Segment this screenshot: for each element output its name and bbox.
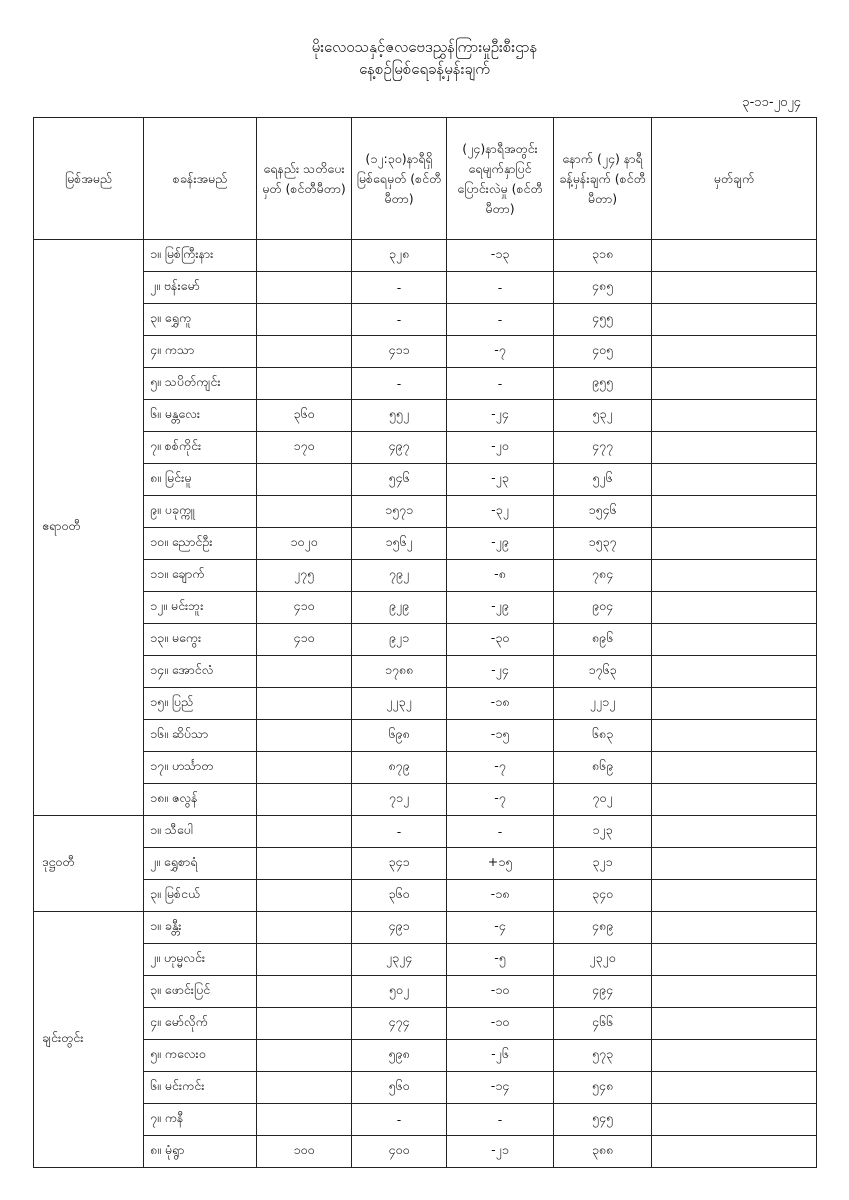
level-change: - xyxy=(447,304,554,336)
forecast-level: ၅၇၃ xyxy=(554,1040,652,1072)
station-name: ၂။ ဟုမ္မလင်း xyxy=(144,944,257,976)
level-change: -၁၈ xyxy=(447,688,554,720)
observed-level: ၅၆၀ xyxy=(352,1072,447,1104)
level-change: -၄ xyxy=(447,912,554,944)
forecast-level: ၄၅၅ xyxy=(554,304,652,336)
station-name: ၆။ မန္တလေး xyxy=(144,400,257,432)
forecast-level: ၅၄၈ xyxy=(554,1072,652,1104)
remarks-cell xyxy=(652,496,817,528)
table-row xyxy=(34,240,817,272)
document-subtitle: နေ့စဉ်မြစ်ရေခန့်မှန်းချက် xyxy=(359,60,490,78)
danger-level xyxy=(257,816,352,848)
table-body xyxy=(34,240,817,1168)
danger-level: ၁၀၀ xyxy=(257,1136,352,1168)
forecast-level: ၄၇၇ xyxy=(554,432,652,464)
forecast-level: ၉၅၅ xyxy=(554,368,652,400)
table-row xyxy=(34,624,817,656)
table-row xyxy=(34,496,817,528)
level-change: +၁၅ xyxy=(447,848,554,880)
remarks-cell xyxy=(652,336,817,368)
level-change: -၇ xyxy=(447,752,554,784)
danger-level: ၁၀၂၀ xyxy=(257,528,352,560)
level-change: -၁၈ xyxy=(447,880,554,912)
table-row xyxy=(34,752,817,784)
danger-level xyxy=(257,1104,352,1136)
level-change: -၅ xyxy=(447,944,554,976)
level-change: -၃၀ xyxy=(447,624,554,656)
observed-level: ၁၇၈၈ xyxy=(352,656,447,688)
table-row xyxy=(34,560,817,592)
remarks-cell xyxy=(652,528,817,560)
level-change: -၂၉ xyxy=(447,592,554,624)
observed-level: ၅၀၂ xyxy=(352,976,447,1008)
observed-level: ၈၇၉ xyxy=(352,752,447,784)
danger-level xyxy=(257,304,352,336)
forecast-level: ၄၈၅ xyxy=(554,272,652,304)
observed-level: ၉၂၁ xyxy=(352,624,447,656)
observed-level: ၃၆၀ xyxy=(352,880,447,912)
level-change: -၁၅ xyxy=(447,720,554,752)
danger-level xyxy=(257,752,352,784)
remarks-cell xyxy=(652,720,817,752)
remarks-cell xyxy=(652,240,817,272)
station-name: ၁။ မြစ်ကြီးနား xyxy=(144,240,257,272)
table-row xyxy=(34,400,817,432)
danger-level xyxy=(257,1072,352,1104)
station-name: ၇။ စစ်ကိုင်း xyxy=(144,432,257,464)
station-name: ၁။ ခန္တီး xyxy=(144,912,257,944)
remarks-cell xyxy=(652,976,817,1008)
remarks-cell xyxy=(652,848,817,880)
river-name: ဒုဋ္ဌဝတီ xyxy=(34,816,144,912)
danger-level xyxy=(257,720,352,752)
forecast-level: ၃၈၈ xyxy=(554,1136,652,1168)
station-name: ၁၇။ ဟင်္သာတ xyxy=(144,752,257,784)
table-row xyxy=(34,848,817,880)
station-name: ၃။ မြစ်ငယ် xyxy=(144,880,257,912)
forecast-level: ၃၁၈ xyxy=(554,240,652,272)
table-row xyxy=(34,1104,817,1136)
river-level-table xyxy=(33,117,817,1168)
observed-level: - xyxy=(352,1104,447,1136)
danger-level xyxy=(257,1040,352,1072)
station-name: ၁။ သီပေါ xyxy=(144,816,257,848)
forecast-level: ၁၂၃ xyxy=(554,816,652,848)
table-row xyxy=(34,464,817,496)
station-name: ၆။ မင်းကင်း xyxy=(144,1072,257,1104)
table-row xyxy=(34,912,817,944)
forecast-level: ၅၂၆ xyxy=(554,464,652,496)
observed-level: ၇၉၂ xyxy=(352,560,447,592)
observed-level: ၄၀၀ xyxy=(352,1136,447,1168)
table-row xyxy=(34,816,817,848)
forecast-level: ၁၇၆၃ xyxy=(554,656,652,688)
remarks-cell xyxy=(652,1136,817,1168)
level-change: -၈ xyxy=(447,560,554,592)
table-row xyxy=(34,720,817,752)
level-change: -၂၉ xyxy=(447,528,554,560)
station-name: ၁၂။ မင်းဘူး xyxy=(144,592,257,624)
level-change: -၃၂ xyxy=(447,496,554,528)
observed-level: ၉၂၉ xyxy=(352,592,447,624)
station-name: ၂။ ဗန်းမော် xyxy=(144,272,257,304)
document-title: မိုးလေဝသနှင့်ဇလဗေဒညွှန်ကြားမှုဦးစီးဌာန xyxy=(311,38,538,56)
table-row xyxy=(34,1008,817,1040)
remarks-cell xyxy=(652,816,817,848)
danger-level xyxy=(257,688,352,720)
observed-level: ၄၉၁ xyxy=(352,912,447,944)
danger-level: ၄၁၀ xyxy=(257,624,352,656)
danger-level xyxy=(257,272,352,304)
danger-level xyxy=(257,240,352,272)
level-change: -၂၄ xyxy=(447,400,554,432)
danger-level xyxy=(257,464,352,496)
level-change: -၁၀ xyxy=(447,1008,554,1040)
observed-level: ၂၂၃၂ xyxy=(352,688,447,720)
level-change: - xyxy=(447,272,554,304)
level-change: -၇ xyxy=(447,784,554,816)
forecast-level: ၃၂၁ xyxy=(554,848,652,880)
table-row xyxy=(34,272,817,304)
observed-level: ၆၉၈ xyxy=(352,720,447,752)
forecast-level: ၇၈၄ xyxy=(554,560,652,592)
observed-level: ၄၁၁ xyxy=(352,336,447,368)
danger-level: ၂၇၅ xyxy=(257,560,352,592)
table-row xyxy=(34,304,817,336)
observed-level: - xyxy=(352,304,447,336)
remarks-cell xyxy=(652,688,817,720)
level-change: -၇ xyxy=(447,336,554,368)
level-change: -၂၃ xyxy=(447,464,554,496)
remarks-cell xyxy=(652,368,817,400)
level-change: -၂၁ xyxy=(447,1136,554,1168)
observed-level: ၅၅၂ xyxy=(352,400,447,432)
forecast-level: ၄၀၅ xyxy=(554,336,652,368)
remarks-cell xyxy=(652,464,817,496)
forecast-level: ၂၃၂၀ xyxy=(554,944,652,976)
station-name: ၁၀။ ညောင်ဦး xyxy=(144,528,257,560)
station-name: ၁၅။ ပြည် xyxy=(144,688,257,720)
table-row xyxy=(34,880,817,912)
danger-level xyxy=(257,368,352,400)
observed-level: - xyxy=(352,368,447,400)
table-row xyxy=(34,592,817,624)
remarks-cell xyxy=(652,432,817,464)
river-name: ဧရာဝတီ xyxy=(34,240,144,816)
danger-level xyxy=(257,656,352,688)
forecast-level: ၂၂၁၂ xyxy=(554,688,652,720)
river-name: ချင်းတွင်း xyxy=(34,912,144,1168)
station-name: ၈။ မြင်းမူ xyxy=(144,464,257,496)
station-name: ၈။ မုံရွာ xyxy=(144,1136,257,1168)
forecast-level: ၉၀၄ xyxy=(554,592,652,624)
forecast-level: ၅၃၂ xyxy=(554,400,652,432)
remarks-cell xyxy=(652,592,817,624)
col-header-forecast: နောက် (၂၄) နာရီ ခန့်မှန်းချက် (စင်တီမီတာ) xyxy=(554,118,652,240)
remarks-cell xyxy=(652,304,817,336)
observed-level: ၇၁၂ xyxy=(352,784,447,816)
table-row xyxy=(34,1072,817,1104)
table-row xyxy=(34,336,817,368)
remarks-cell xyxy=(652,912,817,944)
level-change: -၂၄ xyxy=(447,656,554,688)
station-name: ၄။ ကသာ xyxy=(144,336,257,368)
danger-level xyxy=(257,912,352,944)
danger-level xyxy=(257,496,352,528)
remarks-cell xyxy=(652,944,817,976)
station-name: ၁၈။ ဇလွန် xyxy=(144,784,257,816)
table-row xyxy=(34,1136,817,1168)
table-header-row xyxy=(34,118,817,240)
remarks-cell xyxy=(652,624,817,656)
danger-level xyxy=(257,1008,352,1040)
table-row xyxy=(34,1040,817,1072)
observed-level: - xyxy=(352,816,447,848)
forecast-level: ၁၅၄၆ xyxy=(554,496,652,528)
remarks-cell xyxy=(652,272,817,304)
report-date: ၃-၁၁-၂၀၂၄ xyxy=(742,95,801,110)
observed-level: - xyxy=(352,272,447,304)
table-row xyxy=(34,944,817,976)
station-name: ၃။ ရွှေကူ xyxy=(144,304,257,336)
observed-level: ၄၇၄ xyxy=(352,1008,447,1040)
col-header-danger-level: ရေနည်း သတိပေးမှတ် (စင်တီမီတာ) xyxy=(257,118,352,240)
observed-level: ၃၄၁ xyxy=(352,848,447,880)
col-header-remarks: မှတ်ချက် xyxy=(652,118,817,240)
remarks-cell xyxy=(652,1008,817,1040)
remarks-cell xyxy=(652,560,817,592)
observed-level: ၅၉၈ xyxy=(352,1040,447,1072)
station-name: ၁၃။ မကွေး xyxy=(144,624,257,656)
level-change: -၁၃ xyxy=(447,240,554,272)
danger-level xyxy=(257,848,352,880)
danger-level xyxy=(257,976,352,1008)
danger-level xyxy=(257,944,352,976)
station-name: ၁၁။ ချောက် xyxy=(144,560,257,592)
level-change: -၂၆ xyxy=(447,1040,554,1072)
station-name: ၃။ ဖောင်းပြင် xyxy=(144,976,257,1008)
level-change: -၁၀ xyxy=(447,976,554,1008)
col-header-level-change: (၂၄)နာရီအတွင်း ရေမျက်နှာပြင် ပြောင်းလဲမှု (စင်တီမီတာ) xyxy=(447,118,554,240)
observed-level: ၄၉၇ xyxy=(352,432,447,464)
forecast-level: ၃၄၀ xyxy=(554,880,652,912)
level-change: - xyxy=(447,1104,554,1136)
forecast-level: ၈၆၉ xyxy=(554,752,652,784)
observed-level: ၃၂၈ xyxy=(352,240,447,272)
station-name: ၅။ သပိတ်ကျင်း xyxy=(144,368,257,400)
table-row xyxy=(34,976,817,1008)
level-change: -၂၀ xyxy=(447,432,554,464)
table-row xyxy=(34,688,817,720)
forecast-level: ၁၅၃၇ xyxy=(554,528,652,560)
table-row xyxy=(34,528,817,560)
remarks-cell xyxy=(652,784,817,816)
observed-level: ၅၄၆ xyxy=(352,464,447,496)
danger-level: ၄၁၀ xyxy=(257,592,352,624)
level-change: - xyxy=(447,816,554,848)
forecast-level: ၆၈၃ xyxy=(554,720,652,752)
station-name: ၂။ ရွှေစာရံ xyxy=(144,848,257,880)
forecast-level: ၄၉၄ xyxy=(554,976,652,1008)
remarks-cell xyxy=(652,1040,817,1072)
table-row xyxy=(34,432,817,464)
level-change: - xyxy=(447,368,554,400)
danger-level xyxy=(257,784,352,816)
remarks-cell xyxy=(652,880,817,912)
station-name: ၉။ ပခုက္ကူ xyxy=(144,496,257,528)
observed-level: ၂၃၂၄ xyxy=(352,944,447,976)
station-name: ၅။ ကလေးဝ xyxy=(144,1040,257,1072)
document-header xyxy=(0,36,849,80)
forecast-level: ၈၉၆ xyxy=(554,624,652,656)
remarks-cell xyxy=(652,1072,817,1104)
remarks-cell xyxy=(652,656,817,688)
level-change: -၁၄ xyxy=(447,1072,554,1104)
observed-level: ၁၅၆၂ xyxy=(352,528,447,560)
station-name: ၁၆။ ဆိပ်သာ xyxy=(144,720,257,752)
col-header-river: မြစ်အမည် xyxy=(34,118,144,240)
station-name: ၁၄။ အောင်လံ xyxy=(144,656,257,688)
remarks-cell xyxy=(652,400,817,432)
table-row xyxy=(34,784,817,816)
danger-level: ၁၇၀ xyxy=(257,432,352,464)
col-header-station: စခန်းအမည် xyxy=(144,118,257,240)
danger-level: ၃၆၀ xyxy=(257,400,352,432)
col-header-observed-level: (၁၂:၃၀)နာရီရှိ မြစ်ရေမှတ် (စင်တီမီတာ) xyxy=(352,118,447,240)
danger-level xyxy=(257,880,352,912)
forecast-level: ၄၈၉ xyxy=(554,912,652,944)
danger-level xyxy=(257,336,352,368)
remarks-cell xyxy=(652,752,817,784)
station-name: ၄။ မော်လိုက် xyxy=(144,1008,257,1040)
forecast-level: ၅၄၅ xyxy=(554,1104,652,1136)
table-row xyxy=(34,368,817,400)
forecast-level: ၄၆၆ xyxy=(554,1008,652,1040)
station-name: ၇။ ကနီ xyxy=(144,1104,257,1136)
table-row xyxy=(34,656,817,688)
remarks-cell xyxy=(652,1104,817,1136)
observed-level: ၁၅၇၁ xyxy=(352,496,447,528)
forecast-level: ၇၀၂ xyxy=(554,784,652,816)
